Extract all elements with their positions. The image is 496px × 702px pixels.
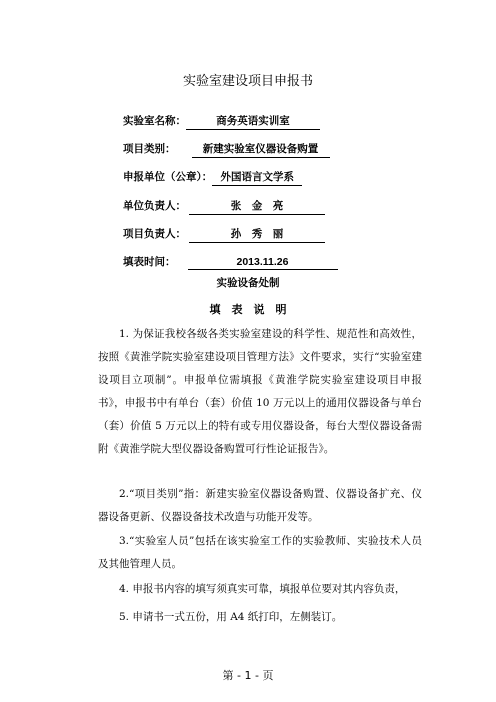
field-date [123, 254, 338, 270]
field-value: 张 金 亮 [189, 198, 325, 215]
document-title: 实验室建设项目申报书 [182, 74, 313, 89]
instruction-item-1: 1. 为保证我校各级各类实验室建设的科学性、规范性和高效性，按照《黄淮学院实验室建设项目管理方法》文件要求，实行“实验室建设项目立项制”。申报单位需填报《黄淮学院实验室建设项目申报书》，申报书中有单台（套）价值 10 万元以上的通用仪器设备与单台（套）价值 5 万元以上的特有或专用仪器设备，每台大型仪器设备需附《黄淮学院大型仪器设备购置可行性论证报告》。 [98, 328, 422, 455]
field-value: 外国语言文学系 [212, 169, 302, 186]
field-lab-name [123, 113, 320, 130]
instruction-item-3: 3.“实验室人员”包括在该实验室工作的实验教师、实验技术人员及其他管理人员。 [98, 535, 422, 570]
field-unit-head [123, 198, 325, 215]
field-value: 孙 秀 丽 [189, 226, 325, 243]
instructions-heading: 填 表 说 明 [209, 303, 287, 316]
field-label: 申报单位（公章）： [123, 171, 213, 183]
field-label: 实验室名称： [123, 115, 186, 127]
field-label: 填表时间： [123, 256, 176, 268]
instruction-item-4: 4. 申报书内容的填写须真实可靠，填报单位要对其内容负责， [119, 583, 406, 595]
field-value: 新建实验室仪器设备购置 [192, 141, 330, 158]
page-number: 第 - 1 - 页 [222, 669, 274, 682]
field-label: 项目类别： [123, 143, 176, 155]
field-label: 单位负责人： [123, 200, 186, 212]
field-value: 2013.11.26 [188, 256, 338, 270]
field-unit [123, 169, 302, 186]
field-project-head [123, 226, 325, 243]
field-category [123, 141, 330, 158]
field-value: 商务英语实训室 [186, 113, 320, 130]
issuer-line: 实验设备处制 [216, 277, 280, 289]
field-label: 项目负责人： [123, 228, 186, 240]
instruction-item-2: 2.“项目类别”指：新建实验室仪器设备购置、仪器设备扩充、仪器设备更新、仪器设备技术改造与功能开发等。 [98, 488, 422, 523]
instruction-item-5: 5. 申请书一式五份，用 A4 纸打印，左侧装订。 [119, 611, 343, 623]
